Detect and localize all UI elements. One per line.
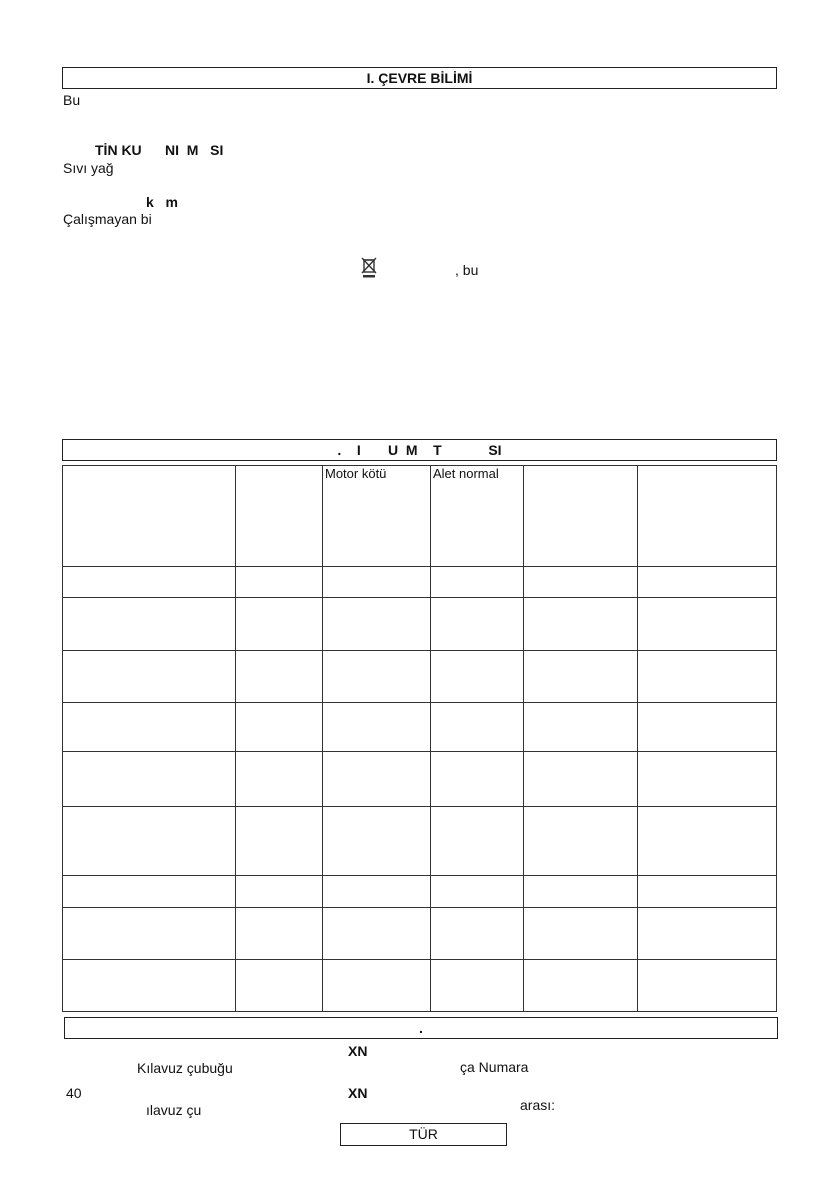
weee-crossed-bin-icon	[360, 256, 378, 278]
tur-label: TÜR	[409, 1126, 438, 1142]
table-cell	[524, 567, 638, 598]
table-cell	[63, 807, 236, 876]
section1-heading1: TİN KU NI M SI	[95, 142, 224, 158]
table-header-row	[63, 466, 777, 567]
table-cell	[323, 567, 431, 598]
table-row	[63, 876, 777, 908]
tur-box	[340, 1123, 507, 1146]
table-cell	[323, 908, 431, 960]
section3-kilavuz: Kılavuz çubuğu	[137, 1060, 233, 1076]
table-cell	[524, 651, 638, 703]
table-cell	[236, 752, 323, 807]
table-cell	[638, 567, 777, 598]
table-header-cell	[236, 466, 323, 567]
table-cell	[431, 908, 524, 960]
section3-numara: ça Numara	[460, 1059, 529, 1075]
table-row	[63, 807, 777, 876]
table-cell	[236, 807, 323, 876]
table-cell	[236, 567, 323, 598]
table-row	[63, 960, 777, 1012]
table-cell	[323, 651, 431, 703]
table-cell	[63, 598, 236, 651]
table-cell	[431, 703, 524, 752]
section1-line-comma-bu: , bu	[455, 262, 479, 278]
table-cell	[524, 876, 638, 908]
table-cell	[524, 752, 638, 807]
table-cell	[63, 960, 236, 1012]
section2-title: . I U M T SI	[337, 442, 502, 458]
table-cell	[524, 703, 638, 752]
table-row	[63, 598, 777, 651]
table-cell	[638, 703, 777, 752]
table-cell	[524, 908, 638, 960]
table-cell	[524, 598, 638, 651]
table-header-cell: Motor kötü	[323, 466, 431, 567]
table-row	[63, 651, 777, 703]
table-row	[63, 752, 777, 807]
table-cell	[638, 908, 777, 960]
table-header-cell	[524, 466, 638, 567]
section1-line-calisma: Çalışmayan bi	[63, 211, 152, 227]
table-cell	[524, 960, 638, 1012]
table-cell	[431, 960, 524, 1012]
section3-title: .	[419, 1020, 423, 1036]
section1-heading2: k m	[146, 194, 178, 210]
table-header-cell	[63, 466, 236, 567]
table-header-cell	[638, 466, 777, 567]
table-cell	[63, 651, 236, 703]
table-cell	[323, 598, 431, 651]
section3-xn-2: XN	[348, 1085, 368, 1101]
table-cell	[236, 960, 323, 1012]
table-cell	[323, 703, 431, 752]
table-cell	[236, 703, 323, 752]
table-cell	[638, 598, 777, 651]
table-cell	[638, 807, 777, 876]
section1-title: I. ÇEVRE BİLİMİ	[366, 70, 473, 86]
table-cell	[63, 567, 236, 598]
section2-title-box	[62, 439, 777, 461]
table-cell	[431, 651, 524, 703]
table-cell	[236, 651, 323, 703]
section3-num40: 40	[66, 1085, 82, 1101]
table-cell	[236, 876, 323, 908]
table-cell	[524, 807, 638, 876]
table-cell	[63, 752, 236, 807]
section1-title-box	[62, 67, 777, 89]
table-cell	[63, 908, 236, 960]
table-cell	[236, 598, 323, 651]
table-cell	[638, 651, 777, 703]
table-header-cell: Alet normal	[431, 466, 524, 567]
section3-arasi: arası:	[520, 1097, 556, 1113]
table-cell	[638, 752, 777, 807]
table-cell	[323, 876, 431, 908]
table-cell	[638, 876, 777, 908]
table-cell	[323, 807, 431, 876]
section1-line-sivi: Sıvı yağ	[63, 160, 114, 176]
table-cell	[236, 908, 323, 960]
table-cell	[431, 752, 524, 807]
table-cell	[431, 598, 524, 651]
table-cell	[638, 960, 777, 1012]
table-cell	[431, 876, 524, 908]
table-cell	[431, 567, 524, 598]
table-cell	[323, 960, 431, 1012]
table-row	[63, 908, 777, 960]
table-row	[63, 567, 777, 598]
section3-ilavuz: ılavuz çu	[146, 1102, 202, 1118]
table-cell	[63, 876, 236, 908]
table-row	[63, 703, 777, 752]
table-cell	[63, 703, 236, 752]
troubleshooting-table	[62, 465, 777, 1012]
table-cell	[323, 752, 431, 807]
section1-line-bu: Bu	[63, 92, 81, 108]
section3-title-box	[64, 1017, 778, 1039]
section3-xn-1: XN	[348, 1043, 368, 1059]
table-cell	[431, 807, 524, 876]
